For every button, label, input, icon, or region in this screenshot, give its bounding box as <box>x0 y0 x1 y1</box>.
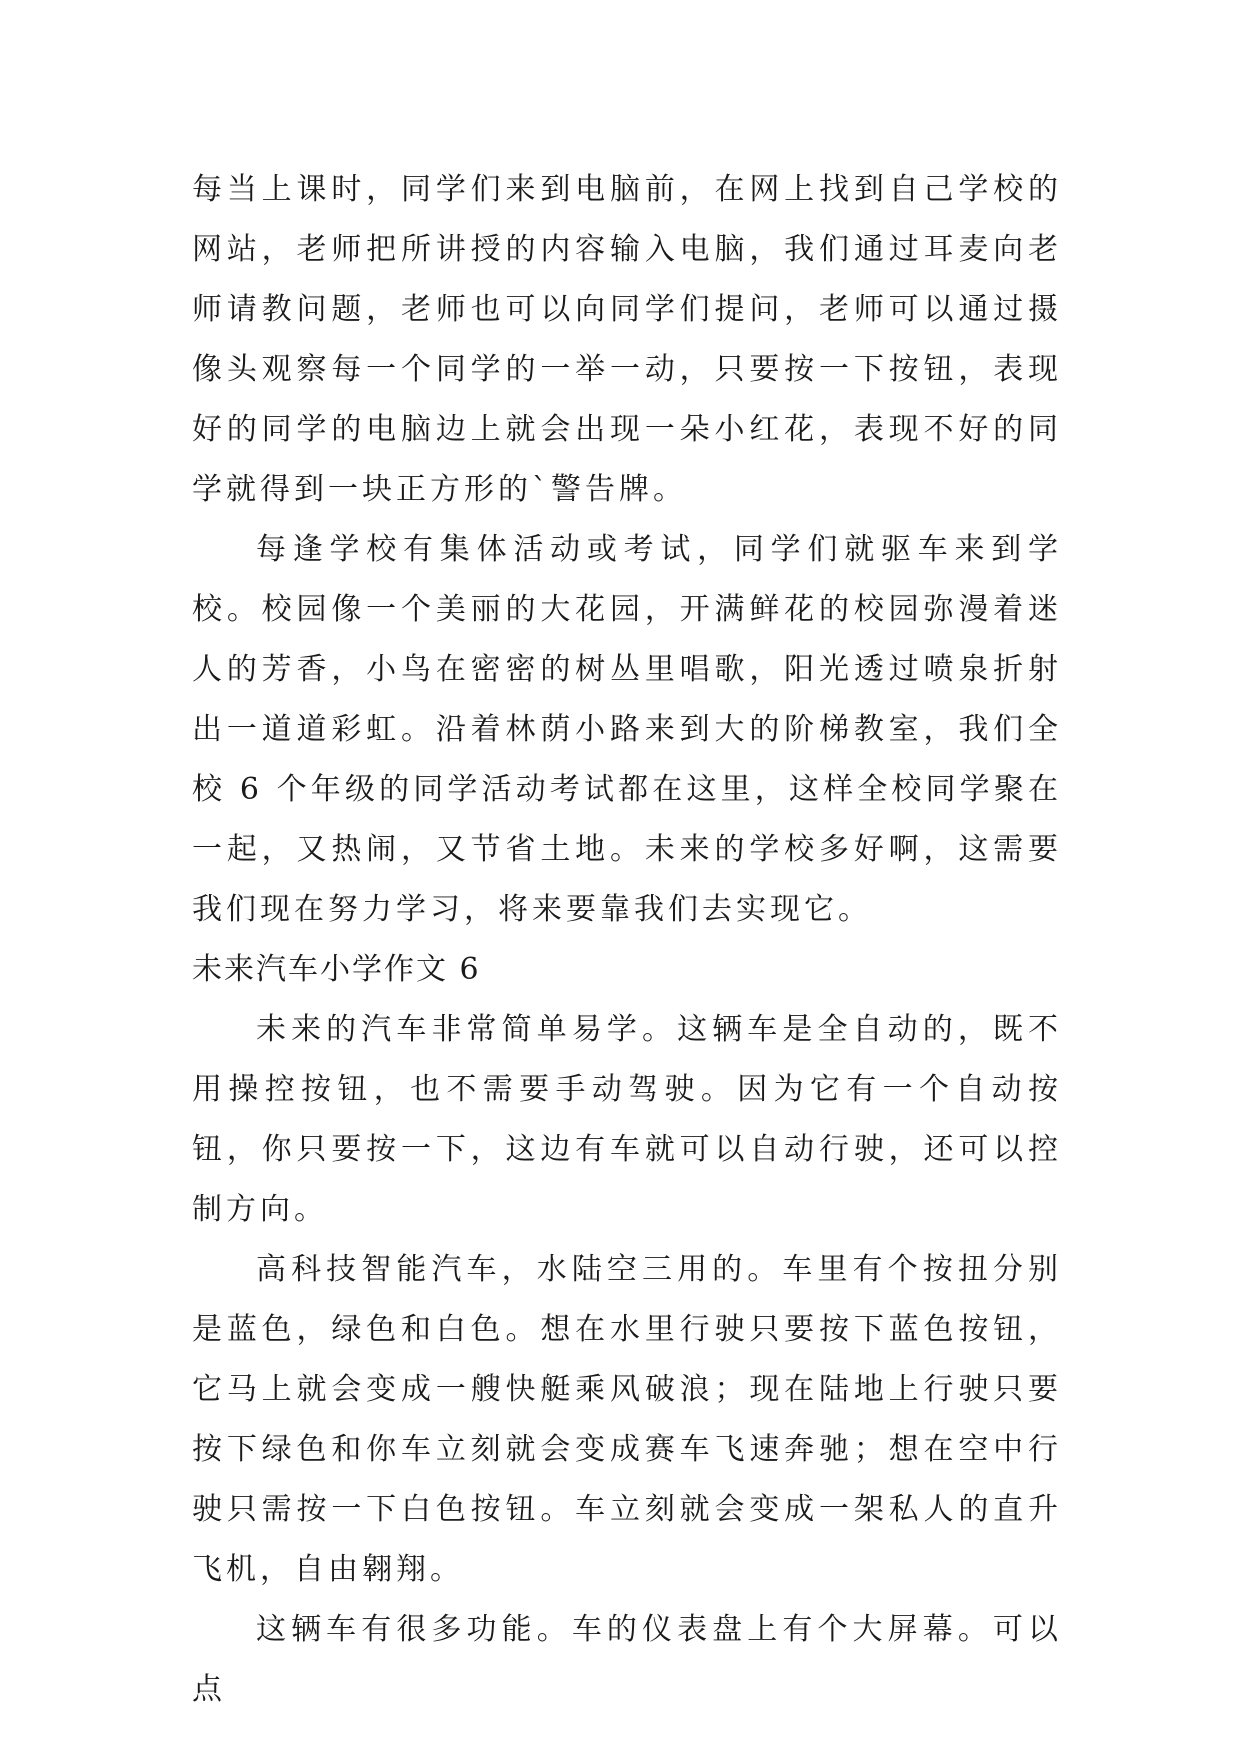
paragraph-5: 这辆车有很多功能。车的仪表盘上有个大屏幕。可以点 <box>192 1612 1062 1707</box>
paragraph-2: 每逢学校有集体活动或考试，同学们就驱车来到学校。校园像一个美丽的大花园，开满鲜花的校园弥漫着迷人的芳香，小鸟在密密的树丛里唱歌，阳光透过喷泉折射出一道道彩虹。沿着林荫小路来到大的阶梯教室，我们全校 6 个年级的同学活动考试都在这里，这样全校同学聚在一起，又热闹，又节省土地。未来的学校多好啊，这需要我们现在努力学习，将来要靠我们去实现它。 <box>192 532 1062 927</box>
paragraph-3: 未来的汽车非常简单易学。这辆车是全自动的，既不用操控按钮，也不需要手动驾驶。因为它有一个自动按钮，你只要按一下，这边有车就可以自动行驶，还可以控制方向。 <box>192 1012 1062 1227</box>
paragraph-1: 每当上课时，同学们来到电脑前，在网上找到自己学校的网站，老师把所讲授的内容输入电脑，我们通过耳麦向老师请教问题，老师也可以向同学们提问，老师可以通过摄像头观察每一个同学的一举一动，只要按一下按钮，表现好的同学的电脑边上就会出现一朵小红花，表现不好的同学就得到一块正方形的`警告牌。 <box>192 172 1062 507</box>
paragraph-4: 高科技智能汽车，水陆空三用的。车里有个按扭分别是蓝色，绿色和白色。想在水里行驶只要按下蓝色按钮，它马上就会变成一艘快艇乘风破浪；现在陆地上行驶只要按下绿色和你车立刻就会变成赛车飞速奔驰；想在空中行驶只需按一下白色按钮。车立刻就会变成一架私人的直升飞机，自由翱翔。 <box>192 1252 1062 1587</box>
section-heading: 未来汽车小学作文 6 <box>192 952 481 987</box>
document-body <box>192 160 1062 1720</box>
